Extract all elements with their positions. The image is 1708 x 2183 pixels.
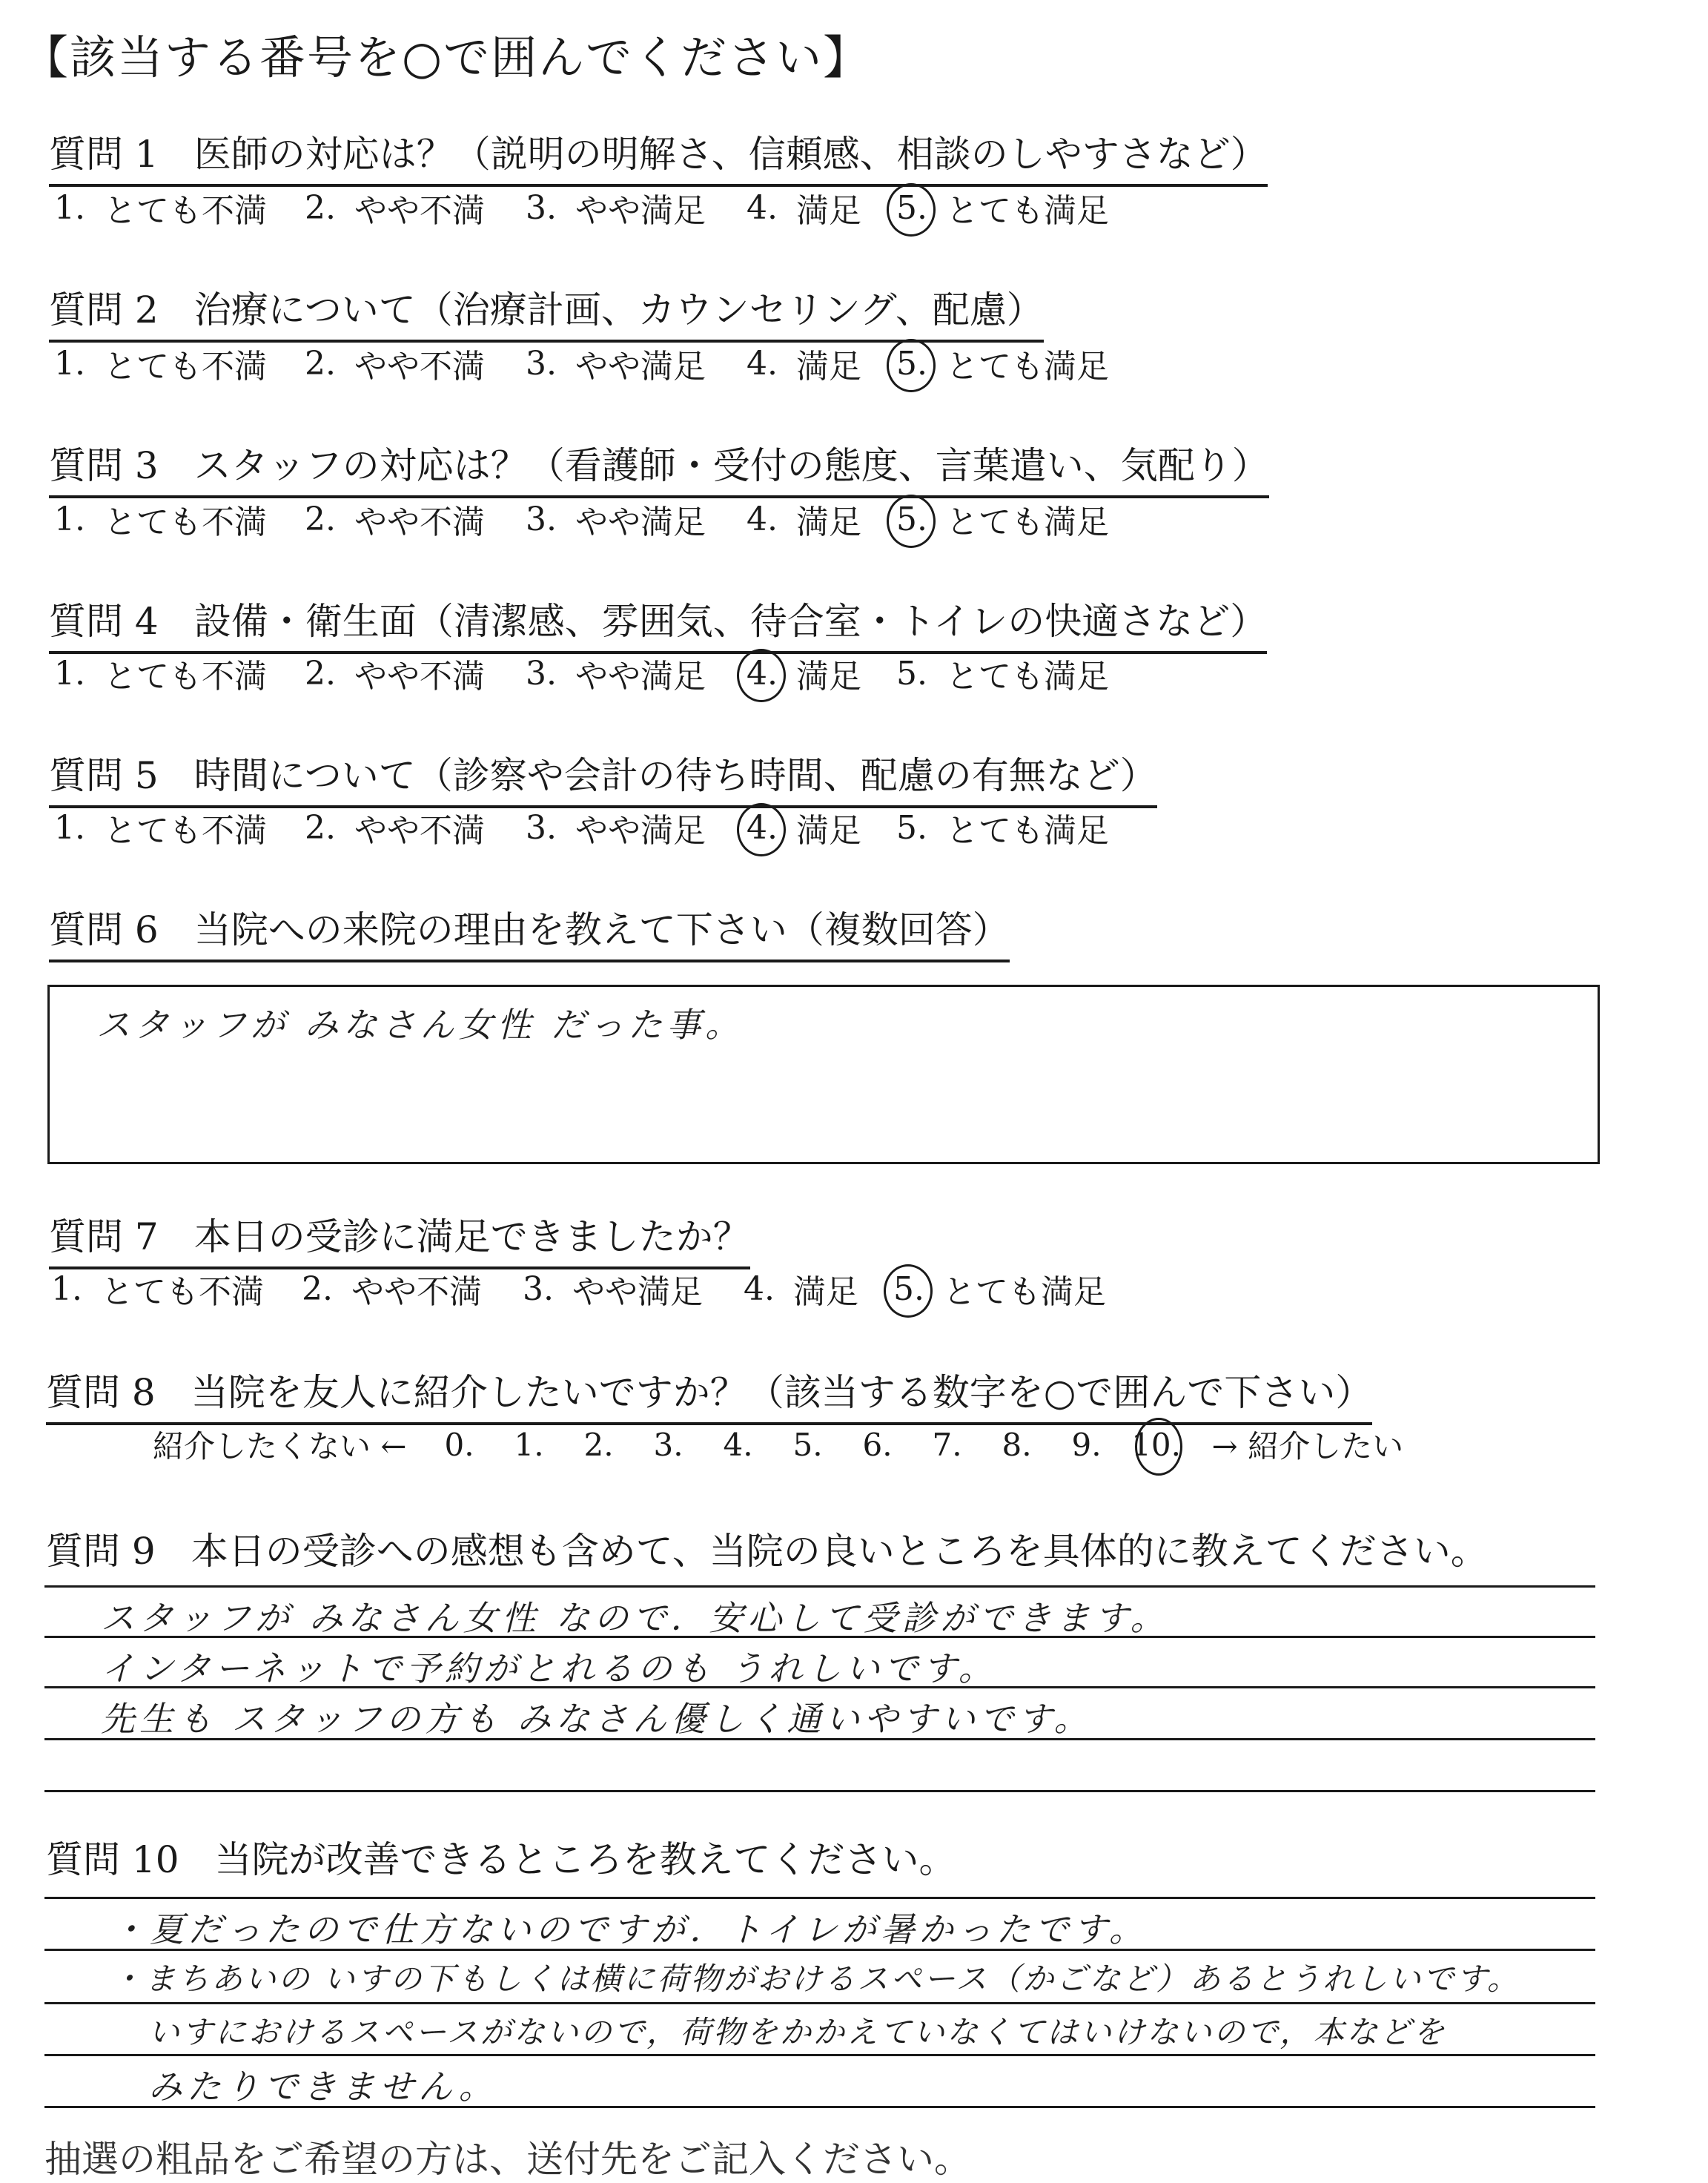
question-text: 医師の対応は？（説明の明解さ、信頼感、相談のしやすさなど） <box>193 133 1268 176</box>
option-1[interactable] <box>49 340 267 387</box>
scale-tick-4[interactable]: 4. <box>723 1426 753 1463</box>
question-text: スタッフの対応は？（看護師・受付の態度、言葉遣い、気配り） <box>193 444 1269 487</box>
scale-left-label: 紹介したくない ← <box>153 1428 407 1464</box>
answer-line <box>44 2002 1595 2004</box>
question-number: 質問 2 <box>49 288 159 331</box>
question-1-options <box>49 184 1109 231</box>
option-number: 2. <box>305 500 336 538</box>
option-label: とても不満 <box>104 348 267 386</box>
option-number: 1. <box>54 654 85 693</box>
option-number: 1. <box>54 188 85 227</box>
option-number: 3. <box>526 344 557 383</box>
question-9-answer-line-3: 先生も スタッフの方も みなさん優しく通いやすいです。 <box>101 1699 1093 1739</box>
question-number: 質問 4 <box>49 600 159 643</box>
option-number: 2. <box>305 808 336 847</box>
answer-line <box>44 2054 1595 2056</box>
question-3-title <box>49 436 1269 498</box>
option-1[interactable] <box>49 495 267 543</box>
question-6-title <box>49 900 1010 962</box>
option-label: やや満足 <box>575 348 706 386</box>
option-number: 3. <box>526 808 557 847</box>
question-5-title <box>49 746 1157 808</box>
question-text: 当院を友人に紹介したいですか？（該当する数字を○で囲んで下さい） <box>191 1371 1373 1414</box>
question-10-answer-line-2: ・まちあいの いすの下もしくは横に荷物がおけるスペース（かごなど）あるとうれしいです。 <box>111 1961 1520 1997</box>
question-text: 本日の受診への感想も含めて、当院の良いところを具体的に教えてください。 <box>191 1530 1488 1573</box>
option-label: やや不満 <box>351 1273 482 1311</box>
scale-tick-8[interactable]: 8. <box>1002 1426 1032 1463</box>
option-label: とても不満 <box>101 1273 264 1311</box>
option-label: とても満足 <box>946 812 1109 850</box>
option-label: やや満足 <box>575 503 706 541</box>
option-number: 4. <box>741 655 783 693</box>
option-number: 1. <box>54 500 85 538</box>
question-4-title <box>49 592 1267 654</box>
option-number: 4. <box>744 1269 775 1308</box>
option-number: 5. <box>891 501 933 538</box>
option-label: 満足 <box>793 1273 858 1311</box>
option-2[interactable] <box>297 1265 482 1312</box>
option-number: 4. <box>747 500 778 538</box>
option-number: 1. <box>54 808 85 847</box>
question-10-title <box>46 1830 956 1883</box>
option-1[interactable] <box>49 650 267 697</box>
option-5[interactable] <box>891 650 1109 697</box>
option-5[interactable] <box>891 340 1109 387</box>
option-number: 5. <box>896 808 927 847</box>
option-4[interactable] <box>741 804 861 851</box>
option-label: とても不満 <box>104 192 267 230</box>
question-7-options <box>46 1265 1106 1312</box>
question-7-title <box>49 1207 750 1269</box>
question-2-title <box>49 280 1044 343</box>
option-5[interactable] <box>888 1265 1106 1312</box>
question-text: 時間について（診察や会計の待ち時間、配慮の有無など） <box>193 754 1157 797</box>
question-text: 本日の受診に満足できましたか？ <box>193 1215 750 1258</box>
question-10-answer-line-3: いすにおけるスペースがないので，荷物をかかえていなくてはいけないので，本などを <box>148 2014 1447 2050</box>
question-number: 質問 6 <box>49 908 159 951</box>
question-9-answer-line-1: スタッフが みなさん女性 なので．安心して受診ができます。 <box>101 1598 1169 1638</box>
option-4[interactable] <box>741 495 861 543</box>
question-text: 当院が改善できるところを教えてください。 <box>214 1838 956 1881</box>
option-number: 5. <box>891 345 933 383</box>
option-5[interactable] <box>891 804 1109 851</box>
option-number: 3. <box>526 188 557 227</box>
option-4[interactable] <box>741 184 861 231</box>
option-4[interactable] <box>741 340 861 387</box>
option-3[interactable] <box>517 1265 703 1312</box>
option-label: 満足 <box>796 658 861 696</box>
footer-note: 抽選の粗品をご希望の方は、送付先をご記入ください。 <box>44 2138 971 2181</box>
option-1[interactable] <box>46 1265 264 1312</box>
scale-tick-5[interactable]: 5. <box>792 1426 823 1463</box>
scale-tick-2[interactable]: 2. <box>583 1426 614 1463</box>
scale-tick-6[interactable]: 6. <box>862 1426 893 1463</box>
option-number: 2. <box>305 188 336 227</box>
option-label: やや満足 <box>575 658 706 696</box>
question-1-title <box>49 125 1268 187</box>
option-4[interactable] <box>741 650 861 697</box>
option-number: 1. <box>54 344 85 383</box>
scale-right-label: → 紹介したい <box>1211 1428 1404 1464</box>
option-3[interactable] <box>520 184 706 231</box>
question-3-options <box>49 495 1109 543</box>
question-text: 治療について（治療計画、カウンセリング、配慮） <box>193 288 1044 331</box>
scale-tick-10[interactable]: 10. <box>1122 1427 1191 1463</box>
option-label: 満足 <box>796 348 861 386</box>
option-2[interactable] <box>299 184 485 231</box>
option-1[interactable] <box>49 804 267 851</box>
option-label: やや満足 <box>575 192 706 230</box>
option-label: やや不満 <box>354 348 485 386</box>
option-1[interactable] <box>49 184 267 231</box>
option-number: 4. <box>747 188 778 227</box>
option-label: とても不満 <box>104 658 267 696</box>
question-5-options <box>49 804 1109 851</box>
option-number: 5. <box>888 1270 930 1308</box>
option-2[interactable] <box>299 650 485 697</box>
option-2[interactable] <box>299 340 485 387</box>
option-3[interactable] <box>520 804 706 851</box>
option-3[interactable] <box>520 495 706 543</box>
question-6-handwritten-answer: スタッフが みなさん女性 だった事。 <box>96 1005 744 1045</box>
answer-line <box>44 1790 1595 1792</box>
option-label: やや不満 <box>354 812 485 850</box>
option-label: やや不満 <box>354 192 485 230</box>
option-label: とても満足 <box>943 1273 1106 1311</box>
question-text: 当院への来院の理由を教えて下さい（複数回答） <box>193 908 1010 951</box>
option-number: 5. <box>891 189 933 227</box>
option-label: やや不満 <box>354 503 485 541</box>
answer-line <box>44 1897 1595 1899</box>
question-number: 質問 8 <box>46 1371 156 1414</box>
form-header: 【該当する番号を○で囲んでください】 <box>22 30 871 85</box>
scale-tick-1[interactable]: 1. <box>514 1426 544 1463</box>
question-number: 質問 9 <box>46 1530 156 1573</box>
option-number: 1. <box>51 1269 82 1308</box>
question-number: 質問 10 <box>46 1838 179 1881</box>
question-8-title <box>46 1363 1372 1425</box>
option-label: やや満足 <box>572 1273 703 1311</box>
question-4-options <box>49 650 1109 697</box>
option-number: 4. <box>741 809 783 847</box>
option-3[interactable] <box>520 650 706 697</box>
question-number: 質問 1 <box>49 133 159 176</box>
option-5[interactable] <box>891 184 1109 231</box>
option-4[interactable] <box>738 1265 858 1312</box>
option-label: とても満足 <box>946 503 1109 541</box>
option-2[interactable] <box>299 495 485 543</box>
question-2-options <box>49 340 1109 387</box>
scale-tick-7[interactable]: 7. <box>932 1426 962 1463</box>
option-number: 3. <box>526 500 557 538</box>
option-label: やや満足 <box>575 812 706 850</box>
option-5[interactable] <box>891 495 1109 543</box>
scale-ticks <box>425 1427 1191 1463</box>
option-label: とても満足 <box>946 192 1109 230</box>
option-number: 4. <box>747 344 778 383</box>
scale-tick-3[interactable]: 3. <box>653 1426 683 1463</box>
question-8-scale <box>153 1422 1424 1467</box>
scale-tick-0[interactable]: 0. <box>444 1426 474 1463</box>
question-10-answer-line-4: みたりできません。 <box>148 2067 497 2107</box>
option-3[interactable] <box>520 340 706 387</box>
answer-line <box>44 1585 1595 1588</box>
option-label: 満足 <box>796 192 861 230</box>
option-label: とても満足 <box>946 658 1109 696</box>
question-9-answer-line-2: インターネットで予約がとれるのも うれしいです。 <box>101 1648 997 1688</box>
question-9-title <box>46 1522 1488 1575</box>
scale-tick-9[interactable]: 9. <box>1071 1426 1102 1463</box>
option-label: 満足 <box>796 812 861 850</box>
option-number: 3. <box>523 1269 554 1308</box>
question-number: 質問 5 <box>49 754 159 797</box>
option-number: 5. <box>896 654 927 693</box>
option-label: とても不満 <box>104 503 267 541</box>
option-label: 満足 <box>796 503 861 541</box>
option-label: とても満足 <box>946 348 1109 386</box>
option-label: とても不満 <box>104 812 267 850</box>
option-number: 2. <box>305 654 336 693</box>
question-text: 設備・衛生面（清潔感、雰囲気、待合室・トイレの快適さなど） <box>193 600 1268 643</box>
question-10-answer-line-1: ・夏だったので仕方ないのですが．トイレが暑かったです。 <box>111 1909 1148 1949</box>
question-number: 質問 3 <box>49 444 159 487</box>
option-label: やや不満 <box>354 658 485 696</box>
option-number: 3. <box>526 654 557 693</box>
question-number: 質問 7 <box>49 1215 159 1258</box>
option-number: 2. <box>305 344 336 383</box>
option-number: 2. <box>302 1269 333 1308</box>
option-2[interactable] <box>299 804 485 851</box>
